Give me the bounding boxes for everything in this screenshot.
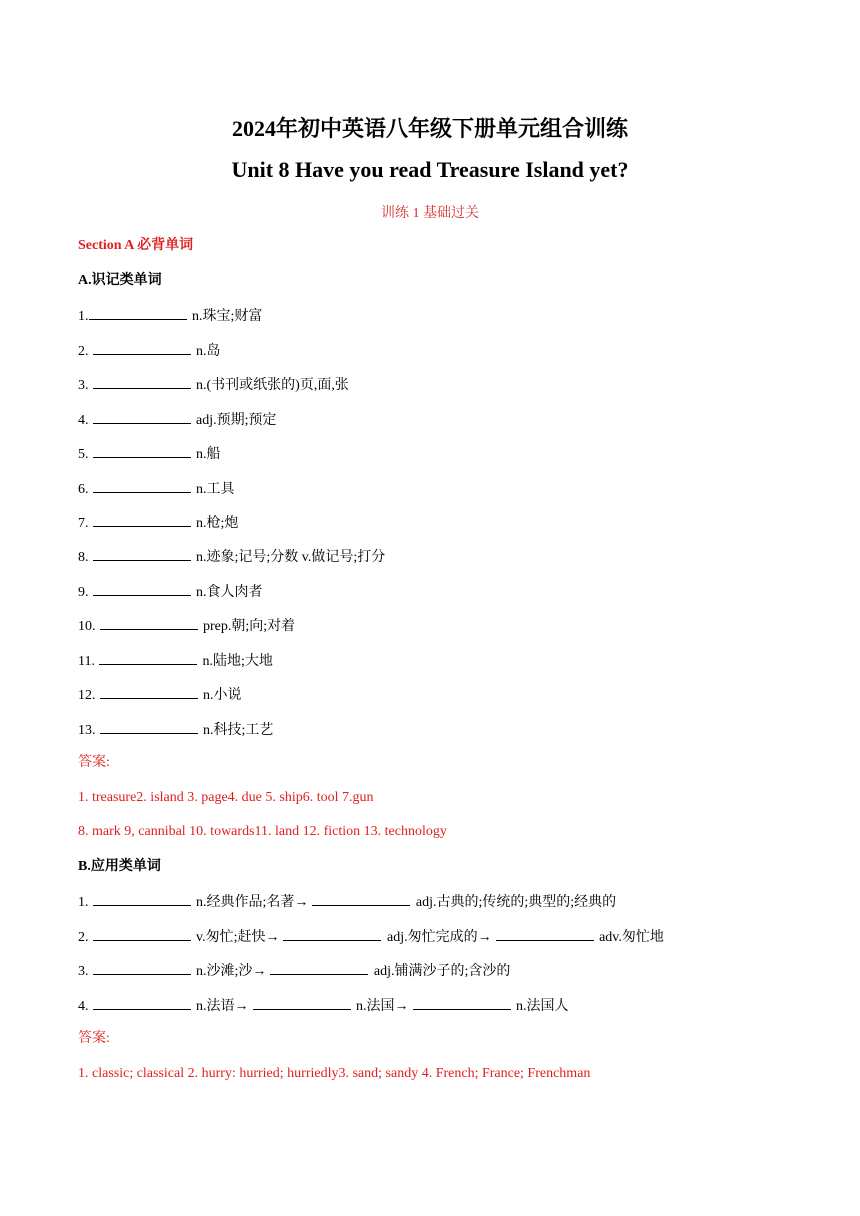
item-meaning: adv.匆忙地 xyxy=(599,930,664,945)
answer-blank xyxy=(93,443,191,458)
item-number: 8. xyxy=(78,550,89,565)
answer-blank xyxy=(253,995,351,1010)
list-item xyxy=(78,374,349,396)
list-item xyxy=(78,305,262,327)
answer-blank xyxy=(93,478,191,493)
answer-blank xyxy=(100,719,198,734)
part-b-heading: B.应用类单词 xyxy=(78,859,161,874)
list-item xyxy=(78,546,385,568)
answer-blank xyxy=(496,926,594,941)
item-meaning: n.珠宝;财富 xyxy=(192,309,263,324)
list-item xyxy=(78,891,616,913)
item-number: 3. xyxy=(78,964,89,979)
training-subtitle: 训练 1 基础过关 xyxy=(381,206,479,221)
list-item xyxy=(78,719,273,741)
answer-line: 1. treasure2. island 3. page4. due 5. ship6. tool 7.gun xyxy=(78,790,374,805)
item-number: 2. xyxy=(78,930,89,945)
item-number: 13. xyxy=(78,723,96,738)
answer-blank xyxy=(100,615,198,630)
answer-blank xyxy=(93,374,191,389)
item-meaning: n.科技;工艺 xyxy=(203,723,274,738)
answer-blank xyxy=(93,926,191,941)
item-meaning: n.(书刊或纸张的)页,面,张 xyxy=(196,378,349,393)
item-number: 4. xyxy=(78,413,89,428)
item-meaning: n.小说 xyxy=(203,688,242,703)
item-number: 1. xyxy=(78,309,89,324)
list-item xyxy=(78,615,295,637)
document-title: 2024年初中英语八年级下册单元组合训练 xyxy=(231,116,628,141)
answer-line: 1. classic; classical 2. hurry: hurried; hurriedly3. sand; sandy 4. French; France; Frenchman xyxy=(78,1066,591,1081)
answer-blank xyxy=(312,891,410,906)
item-meaning: adj.匆忙完成的→ xyxy=(386,930,492,945)
item-meaning: n.经典作品;名著→ xyxy=(196,895,309,910)
list-item xyxy=(78,478,235,500)
answer-label: 答案: xyxy=(78,1031,110,1046)
item-number: 11. xyxy=(78,654,95,669)
item-number: 7. xyxy=(78,516,89,531)
item-meaning: n.枪;炮 xyxy=(196,516,239,531)
item-number: 2. xyxy=(78,344,89,359)
item-meaning: n.法国→ xyxy=(356,999,409,1014)
answer-blank xyxy=(413,995,511,1010)
list-item xyxy=(78,650,273,672)
answer-blank xyxy=(89,305,187,320)
item-meaning: adj.铺满沙子的;含沙的 xyxy=(373,964,511,979)
item-meaning: n.法语→ xyxy=(196,999,249,1014)
list-item xyxy=(78,926,664,948)
item-number: 10. xyxy=(78,619,96,634)
item-number: 6. xyxy=(78,482,89,497)
list-item xyxy=(78,443,221,465)
answer-line: 8. mark 9, cannibal 10. towards11. land 12. fiction 13. technology xyxy=(78,824,447,839)
item-meaning: v.匆忙;赶快→ xyxy=(196,930,280,945)
list-item xyxy=(78,960,510,982)
answer-blank xyxy=(93,340,191,355)
item-meaning: n.迹象;记号;分数 v.做记号;打分 xyxy=(196,550,386,565)
answer-blank xyxy=(93,891,191,906)
item-number: 12. xyxy=(78,688,96,703)
answer-blank xyxy=(100,684,198,699)
answer-blank xyxy=(93,546,191,561)
list-item xyxy=(78,409,277,431)
answer-blank xyxy=(93,960,191,975)
item-meaning: n.工具 xyxy=(196,482,235,497)
answer-blank xyxy=(270,960,368,975)
item-meaning: adj.古典的;传统的;典型的;经典的 xyxy=(415,895,617,910)
list-item xyxy=(78,995,569,1017)
unit-title: Unit 8 Have you read Treasure Island yet? xyxy=(231,157,629,182)
answer-blank xyxy=(99,650,197,665)
item-meaning: n.法国人 xyxy=(516,999,569,1014)
list-item xyxy=(78,340,221,362)
item-number: 9. xyxy=(78,585,89,600)
section-a-heading: Section A 必背单词 xyxy=(78,238,194,253)
answer-blank xyxy=(93,995,191,1010)
item-number: 4. xyxy=(78,999,89,1014)
item-meaning: n.沙滩;沙→ xyxy=(196,964,267,979)
list-item xyxy=(78,512,238,534)
answer-blank xyxy=(93,581,191,596)
item-meaning: n.陆地;大地 xyxy=(202,654,273,669)
item-number: 1. xyxy=(78,895,89,910)
list-item xyxy=(78,581,263,603)
answer-blank xyxy=(93,409,191,424)
item-meaning: n.船 xyxy=(196,447,221,462)
list-item xyxy=(78,684,242,706)
item-meaning: prep.朝;向;对着 xyxy=(203,619,296,634)
item-number: 3. xyxy=(78,378,89,393)
answer-blank xyxy=(93,512,191,527)
item-meaning: n.食人肉者 xyxy=(196,585,263,600)
part-a-heading: A.识记类单词 xyxy=(78,273,162,288)
answer-label: 答案: xyxy=(78,755,110,770)
item-number: 5. xyxy=(78,447,89,462)
item-meaning: n.岛 xyxy=(196,344,221,359)
item-meaning: adj.预期;预定 xyxy=(196,413,277,428)
answer-blank xyxy=(283,926,381,941)
